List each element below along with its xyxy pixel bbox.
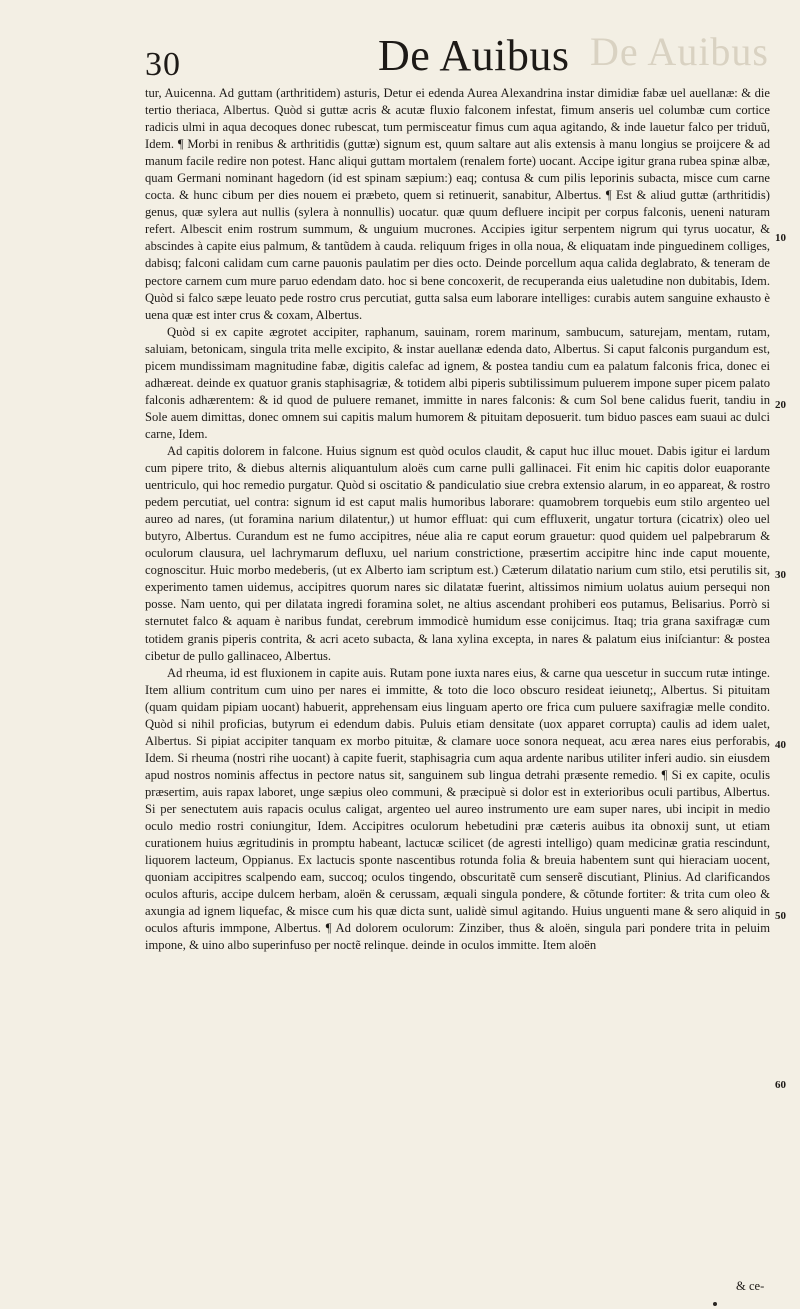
margin-line-number: 30 [775,569,786,581]
margin-line-number: 40 [775,739,786,751]
margin-line-number: 20 [775,399,786,411]
margin-line-number: 10 [775,232,786,244]
paragraph-1: tur, Auicenna. Ad guttam (arthritidem) asturis, Detur ei edenda Aurea Alexandrina instar dimidiæ fabæ uel auellanæ: & die tertio theriaca, Albertus. Quòd si guttæ acris & acutæ fluxio falconem infestat, fimum anseris uel columbæ cum cortice radicis ulmi in aqua decoques donec rubescat, tum permisceatur fimus cum aqua agitando, & inde lauetur falco per triduũ, Idem. ¶ Morbi in renibus & arthritidis (guttæ) signum est, quum saltare aut alis extensis à manu longius se proijcere & ad manum facile redire non potest. Hanc aliqui guttam mortalem (renalem forte) uocant. Accipe igitur grana rubea spinæ albæ, quam Germani nominant hagedorn (id est spinam sæpium:) eaq; contusa & cum pilis leporinis subacta, misce cum carne cocta. & hunc cibum per dies nouem ei præbeto, quem si retinuerit, sanabitur, Albertus. ¶ Est & aliud guttæ (arthritidis) genus, quæ sylera aut nullis (sylera à nonnullis) uocatur. quæ quum defluere incipit per corpus falconis, ueneni naturam refert. Albescit enim rostrum summum, & unguium mucrones. Accipies igitur serpentem nigrum qui tyrus uocatur, & abscindes à capite eius palmum, & tantũdem à cauda. reliquum friges in olla noua, & eliquatam inde pinguedinem colliges, dabisq; falconi calidam cum carne pauonis paulatim per dies octo. Deinde porcellum aqua calida deglabrato, & teneram de pectore carnem cum mure paruo edendam dato. hoc si bene concoxerit, de recuperanda eius ualetudine non dubitabis, Idem. Quòd si falco sæpe leuato pede rostro crus percutiat, gutta salsa eum laborare intelliges: curabis autem sanguine exhausto è uena quæ est inter crus & coxam, Albertus. [145,86,770,322]
margin-line-number: 50 [775,910,786,922]
margin-line-number: 60 [775,1079,786,1091]
page-number: 30 [145,46,181,83]
running-title: De Auibus [378,31,570,80]
paragraph-3: Ad capitis dolorem in falcone. Huius signum est quòd oculos claudit, & caput huc illuc mouet. Dabis igitur ei lardum cum pipere trito, & diebus alternis aliquantulum aloës cum carne pulli gallinacei. Fit enim hic capitis dolor euaporante uentriculo, qui hoc remedio purgatur. Quòd si oscitatio & pandiculatio siue crebra extensio alarum, in eo appareat, & rostro pedem percutiat, uel contra: signum id est caput malis humoribus laborare: quamobrem torquebis eum stilo argenteo uel aureo ad nares, (ut foramina narium dilatentur,) ut humor effluat: qui cum effluxerit, ungatur tortura (cicatrix) oleo uel butyro, Albertus. Curandum est ne fumo accipitres, néue alia re caput eorum grauetur: quod quidem uel palpebrarum & oculorum clausura, uel lachrymarum defluxu, uel narium constrictione, præsertim accipitre hinc inde caput mouente, cognoscitur. Huic morbo medeberis, (ut ex Alberto iam scriptum est.) Cæterum dilatatio narium cum stilo, etsi perutilis sit, experimento tamen uidemus, accipitres quorum nares sic dilatatæ fuerint, altissimos nimium uolatus auium persequi non posse. Nam uento, qui per dilatata ingredi foramina solet, ne altius ascendant prohiberi eos putamus, Belisarius. Porrò si sternutet falco & aquam è naribus fundat, cerebrum immodicè humidum esse conijcimus. Itaq; tria grana saxifragæ cum totidem granis piperis contrita, & acri aceto subacta, & lana xylina excepta, in nares & palatum eius iniſciantur: & postea cibetur de pullo gallinaceo, Albertus. [145,443,770,663]
paragraph-2: Quòd si ex capite ægrotet accipiter, raphanum, sauinam, rorem marinum, sambucum, saturejam, mentam, rutam, saluiam, betonicam, singula trita melle excipito, & instar auellanæ edenda dato, Albertus. Si caput falconis purgandum est, picem mundissimam magnitudine fabæ, digitis calefac ad ignem, & postea tandiu cum ea palatum falconis frica, donec ei adhæreat. deinde ex quatuor granis staphisagriæ, & totidem albi piperis subtilissimum puluerem impone super picem palato falconis adhærentem: & id quod de puluere remanet, immitte in nares falconis: & cum Sol bene calidus fuerit, tandiu in Sole auem dimittas, donec omnem sui capitis malum humorem & pituitam deposuerit. tum biduo pasces eam suaui ac dulci carne, Idem. [145,324,770,441]
main-text-block [145,85,770,954]
bleed-through-text: De Auibus [590,29,769,74]
paragraph-4: Ad rheuma, id est fluxionem in capite auis. Rutam pone iuxta nares eius, & carne qua uescetur in succum rutæ intinge. Item allium contritum cum uino per nares ei immitte, & toto die loco obscuro resideat ieiunetq;, Albertus. Si pituitam (quam quidam pipiam uocant) habuerit, apprehensam eius linguam aperto ore frica cum puluere saxifragiæ melle condito. Quòd si nihil proficias, butyrum ei edendum dabis. Puluis etiam densitate (uox apparet corrupta) caulis ad idem ualet, Albertus. Si pipiat accipiter tanquam ex morbo pituitæ, & clamare uoce sonora nequeat, acu ærea nares eius perforabis, Idem. Si rheuma (nostri rihe uocant) à capite fuerit, staphisagria cum aqua ardente naribus utiliter inferi audio. sin eiusdem apud nostros nominis affectus in pectore natus sit, sanguinem sub lingua detrahi præsente remedio. ¶ Si ex capite, oculis præsertim, auis rapax laboret, unge sæpius oleo communi, & præcipuè si dolor est in exterioribus oculi partibus, Albertus. Si per senectutem auis rapacis oculus caligat, argenteo uel aureo instrumento ure eam super nares, ubi incipit in medio oculo medio rostri coniungitur, Idem. Accipitres oculorum hebetudini præ cæteris auibus ita obnoxij sunt, ut etiam curationem huius ægritudinis in promptu habeant, lactucæ scilicet (de agresti intelligo) quam medicinæ gratia rescindunt, liquorem lacteum, Oppianus. Ex lactucis sponte nascentibus rotunda folia & breuia habentem sunt qui hieraciam uocent, quoniam accipitres scalpendo eam, succoq; oculos tingendo, obscuritatẽ cum senserẽ discutiant, Plinius. Ad clarificandos oculos afturis, accipe dulcem herbam, aloën & cerussam, æquali singula pondere, & cõtunde fortiter: & trita cum oleo & axungia ad ignem liquefac, & misce cum his quæ dicta sunt, ualidè simul agitando. Huius unguenti mane & sero aliquid in oculos afturis immpone, Albertus. ¶ Ad dolorem oculorum: Zinziber, thus & aloën, singula pari pondere trita in peluim impone, & uino albo superinfuso per noctẽ relinque. deinde in oculos immitte. Item aloën [145,665,770,953]
catchword: & ce- [736,1279,765,1293]
ink-dot [713,1302,717,1306]
